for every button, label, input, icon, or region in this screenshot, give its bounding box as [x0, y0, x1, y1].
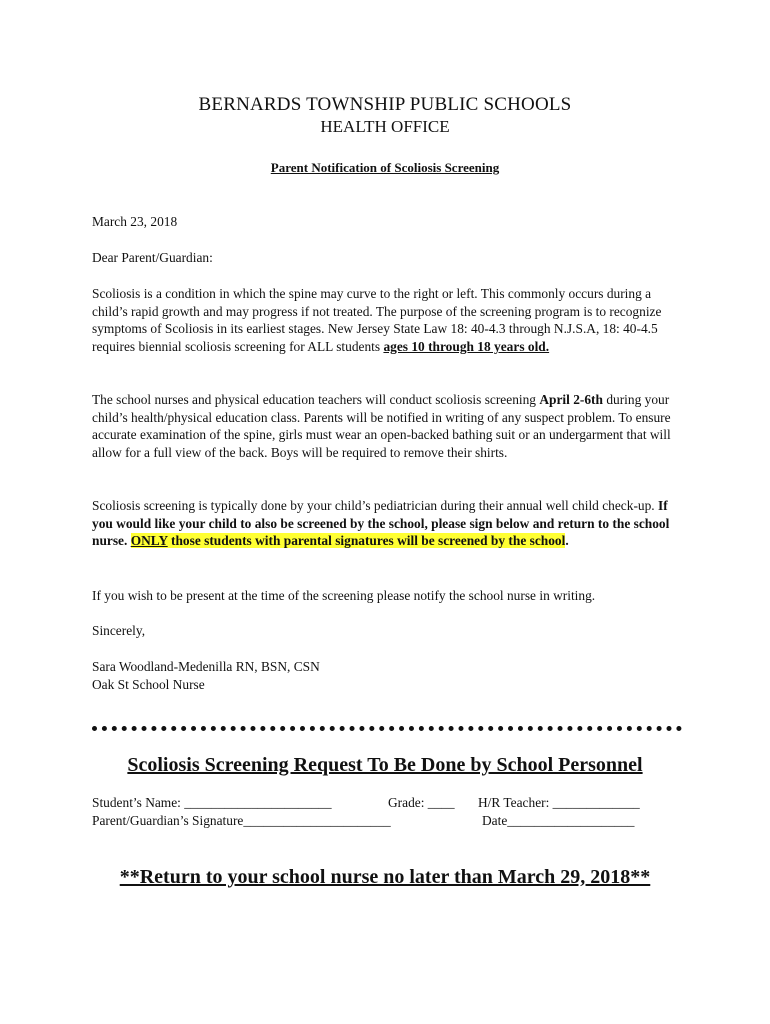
office-name: HEALTH OFFICE — [320, 117, 450, 136]
return-deadline-note: **Return to your school nurse no later than March 29, 2018** — [119, 866, 651, 888]
cut-line-divider — [92, 726, 682, 731]
p3-only: ONLY — [130, 533, 168, 549]
form-title: Scoliosis Screening Request To Be Done by School Personnel — [127, 754, 643, 776]
letter-closing: Sincerely, — [92, 623, 146, 638]
paragraph-signature-request — [92, 497, 682, 550]
date-field[interactable]: Date___________________ — [482, 813, 635, 828]
p3-bold-instruction: If you would like your child to also be screened by the school, please sign below and return to the school nurse. — [92, 498, 670, 549]
guardian-signature-field[interactable]: Parent/Guardian’s Signature______________________ — [92, 813, 391, 828]
p1-text: Scoliosis is a condition in which the spine may curve to the right or left. This commonly occurs during a child’s rapid growth and may progress if not treated. The purpose of the screening program is to recognize symptoms of Scoliosis in its earliest stages. New Jersey State Law 18: 40-4.3 through N.J.S.A, 18: 40-4.5 requires biennial scoliosis screening for ALL students — [92, 286, 662, 354]
notice-title: Parent Notification of Scoliosis Screening — [270, 160, 500, 175]
signer-name: Sara Woodland-Medenilla RN, BSN, CSN — [92, 659, 320, 674]
student-name-field[interactable]: Student’s Name: ______________________ — [92, 795, 332, 810]
p3-highlight: those students with parental signatures will be screened by the school — [167, 533, 566, 549]
paragraph-screening-schedule — [92, 391, 682, 461]
letter-greeting: Dear Parent/Guardian: — [92, 250, 213, 265]
p3-end: . — [565, 533, 569, 549]
p3-text: Scoliosis screening is typically done by your child’s pediatrician during their annual well child check-up. — [92, 498, 658, 513]
paragraph-scoliosis-definition — [92, 285, 682, 355]
p1-age-range: ages 10 through 18 years old. — [383, 338, 550, 354]
signature-block — [92, 658, 682, 693]
p2-text: The school nurses and physical education teachers will conduct scoliosis screening — [92, 392, 540, 407]
p2-dates: April 2-6th — [539, 392, 603, 407]
grade-field[interactable]: Grade: ____ — [388, 795, 455, 810]
district-name: BERNARDS TOWNSHIP PUBLIC SCHOOLS — [198, 94, 572, 115]
signer-title: Oak St School Nurse — [92, 676, 205, 692]
paragraph-attendance: If you wish to be present at the time of the screening please notify the school nurse in writing. — [92, 588, 596, 603]
p2-rest: during your child’s health/physical education class. Parents will be notified in writing of any suspect problem. To ensure accurate examination of the spine, girls must wear an open-backed bathing suit or an undergarment that will allow for a full view of the back. Boys will be required to remove their shirts. — [92, 392, 671, 460]
hr-teacher-field[interactable]: H/R Teacher: _____________ — [478, 795, 640, 810]
letter-date: March 23, 2018 — [92, 214, 178, 229]
